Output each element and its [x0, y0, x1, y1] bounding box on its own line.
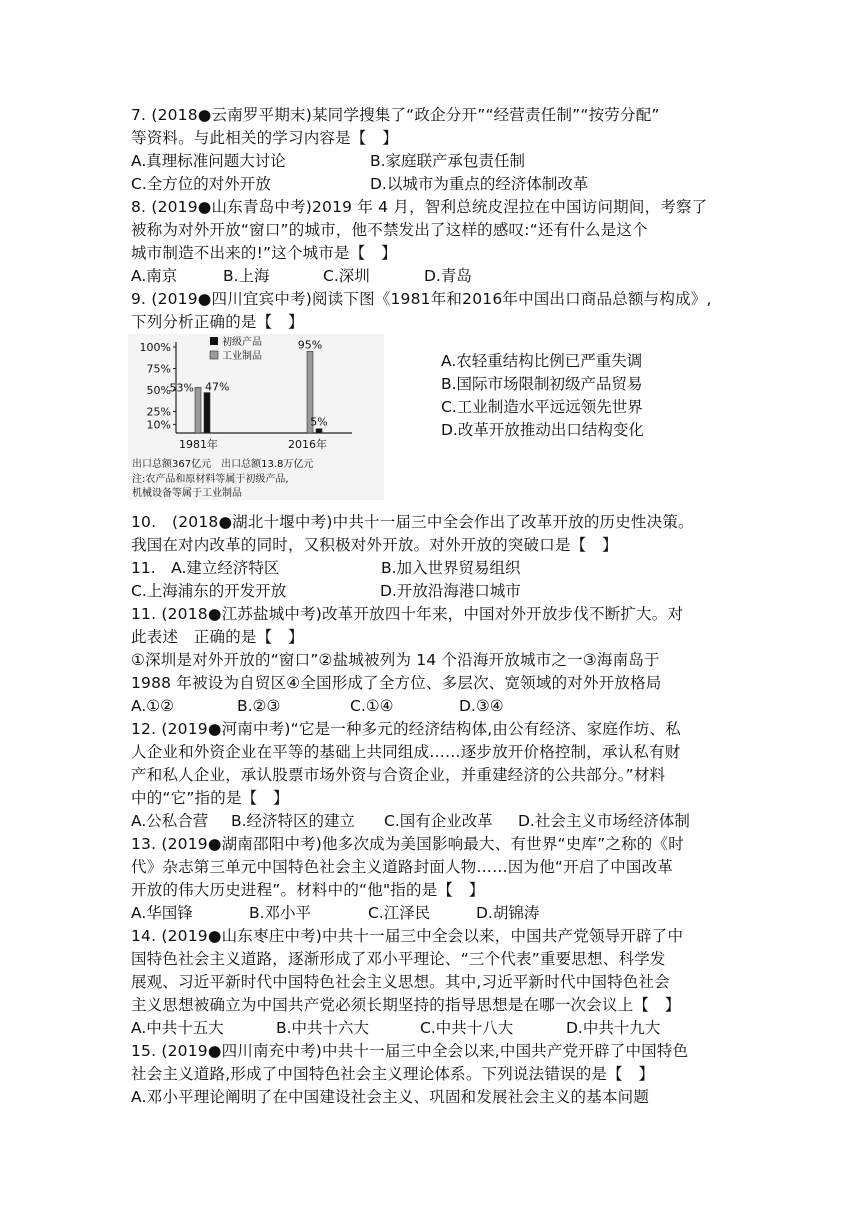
x-tick-label-2016: 2016年 [288, 438, 327, 451]
q13-stem-line3: 开放的伟大历史进程”。材料中的“他"指的是【 】 [131, 881, 485, 899]
q12-stem-line3: 产和私人企业，承认股票市场外资与合资企业，并重建经济的公共部分。”材料 [131, 766, 666, 784]
q13-stem-line1: 13. (2019●湖南邵阳中考)他多次成为美国影响最大、有世界“史库”之称的《时 [131, 835, 684, 853]
q14-stem-line3: 展观、习近平新时代中国特色社会主义思想。其中,习近平新时代中国特色社会 [131, 973, 670, 991]
q9-stem-line2: 下列分析正确的是【 】 [131, 313, 304, 331]
q14-option-d: D.中共十九大 [566, 1019, 661, 1037]
q10-stem-line1: 10. (2018●湖北十堰中考)中共十一届三中全会作出了改革开放的历史性决策。 [131, 513, 694, 531]
q12-option-b: B.经济特区的建立 [231, 812, 356, 830]
q15-option-a: A.邓小平理论阐明了在中国建设社会主义、巩固和发展社会主义的基本问题 [131, 1088, 650, 1106]
q11-stem-line2: 此表述 正确的是【 】 [131, 628, 304, 646]
q7-option-b: B.家庭联产承包责任制 [370, 152, 526, 170]
q10-option-c: C.上海浦东的开发开放 [131, 582, 287, 600]
q7-option-c: C.全方位的对外开放 [131, 175, 271, 193]
q11-option-a: A.①② [131, 697, 175, 715]
q15-stem-line2: 社会主义道路,形成了中国特色社会主义理论体系。下列说法错误的是【 】 [131, 1065, 655, 1083]
q11-stem-line4: 1988 年被设为自贸区④全国形成了全方位、多层次、宽领域的对外开放格局 [131, 674, 662, 692]
bar-primary-0 [204, 393, 210, 433]
x-tick-label-1981: 1981年 [179, 438, 218, 451]
q13-option-d: D.胡锦涛 [476, 904, 540, 922]
q12-option-d: D.社会主义市场经济体制 [518, 812, 690, 830]
chart-totals-note: 出口总额367亿元 出口总额13.8万亿元 [132, 459, 314, 470]
q8-option-c: C.深圳 [323, 267, 370, 285]
q9-option-c: C.工业制造水平远远领先世界 [441, 398, 643, 416]
q11-option-b: B.②③ [237, 697, 281, 715]
q12-stem-line4: 中的“它”指的是【 】 [131, 789, 289, 807]
q13-stem-line2: 代》杂志第三单元中国特色社会主义道路封面人物……因为他“开启了中国改革 [131, 858, 674, 876]
q9-stem-line1: 9. (2019●四川宜宾中考)阅读下图《1981年和2016年中国出口商品总额与构成》, [131, 290, 712, 308]
q14-stem-line2: 国特色社会主义道路，逐渐形成了邓小平理论、“三个代表”重要思想、科学发 [131, 950, 666, 968]
bar-value-label: 95% [297, 338, 323, 352]
q14-stem-line4: 主义思想被确立为中国共产党必须长期坚持的指导思想是在哪一次会议上【 】 [131, 996, 681, 1014]
q11-stem-line1: 11. (2018●江苏盐城中考)改革开放四十年来，中国对外开放步伐不断扩大。对 [131, 605, 684, 623]
q8-option-b: B.上海 [223, 267, 270, 285]
bar-primary-1 [316, 429, 322, 433]
q9-option-d: D.改革开放推动出口结构变化 [441, 421, 644, 439]
q10-option-a: 11. A.建立经济特区 [131, 559, 280, 577]
q14-option-a: A.中共十五大 [131, 1019, 224, 1037]
q9-option-a: A.农轻重结构比例已严重失调 [441, 352, 643, 370]
q12-option-c: C.国有企业改革 [384, 812, 493, 830]
export-bar-chart [128, 334, 384, 500]
q14-option-b: B.中共十六大 [276, 1019, 370, 1037]
q15-stem-line1: 15. (2019●四川南充中考)中共十一届三中全会以来,中国共产党开辟了中国特色 [131, 1042, 689, 1060]
y-tick-label: 25% [146, 405, 171, 419]
q12-stem-line1: 12. (2019●河南中考)“它是一种多元的经济结构体,由公有经济、家庭作坊、私 [131, 720, 681, 738]
q12-stem-line2: 人企业和外资企业在平等的基础上共同组成……逐步放开价格控制，承认私有财 [131, 743, 681, 761]
q10-option-b: B.加入世界贸易组织 [381, 559, 521, 577]
y-tick-label: 100% [139, 341, 171, 354]
q8-option-d: D.青岛 [424, 267, 472, 285]
q12-option-a: A.公私合营 [131, 812, 209, 830]
legend-label-primary: 初级产品 [222, 337, 262, 348]
bar-industrial-0 [195, 387, 201, 433]
q13-option-c: C.江泽民 [368, 904, 431, 922]
q7-option-d: D.以城市为重点的经济体制改革 [370, 175, 589, 193]
legend-label-industrial: 工业制品 [222, 351, 262, 362]
q8-stem-line3: 城市制造不出来的!”这个城市是【 】 [131, 244, 397, 262]
chart-footnote-line2: 机械设备等属于工业制品 [132, 488, 242, 499]
y-tick-label: 50% [146, 384, 171, 397]
bar-value-label: 47% [205, 380, 230, 394]
q11-option-d: D.③④ [459, 697, 504, 715]
y-tick-label: 10% [146, 418, 171, 432]
y-tick-label: 75% [146, 362, 171, 376]
q7-stem-line1: 7. (2018●云南罗平期末)某同学搜集了“政企分开”“经营责任制”“按劳分配” [131, 106, 660, 124]
export-bar-chart-svg [128, 334, 384, 500]
q11-stem-line3: ①深圳是对外开放的“窗口”②盐城被列为 14 个沿海开放城市之一③海南岛于 [131, 651, 660, 669]
legend-swatch-primary [210, 337, 218, 345]
q13-option-b: B.邓小平 [249, 904, 312, 922]
q14-stem-line1: 14. (2019●山东枣庄中考)中共十一届三中全会以来，中国共产党领导开辟了中 [131, 927, 684, 945]
q7-option-a: A.真理标准问题大讨论 [131, 152, 286, 170]
q9-option-b: B.国际市场限制初级产品贸易 [441, 375, 643, 393]
q8-stem-line1: 8. (2019●山东青岛中考)2019 年 4 月，智利总统皮涅拉在中国访问期间，考察了 [131, 198, 708, 216]
q11-option-c: C.①④ [350, 697, 394, 715]
bar-value-label: 53% [169, 381, 194, 395]
q8-option-a: A.南京 [131, 267, 178, 285]
q10-stem-line2: 我国在对内改革的同时，又积极对外开放。对外开放的突破口是【 】 [131, 536, 618, 554]
bar-value-label: 5% [310, 415, 328, 429]
q8-stem-line2: 被称为对外开放“窗口”的城市，他不禁发出了这样的感叹:“还有什么是这个 [131, 221, 648, 239]
legend-swatch-industrial [210, 351, 218, 359]
q7-stem-line2: 等资料。与此相关的学习内容是【 】 [131, 129, 398, 147]
chart-footnote-line1: 注:农产品和原材料等属于初级产品, [132, 474, 289, 485]
q14-option-c: C.中共十八大 [420, 1019, 514, 1037]
q10-option-d: D.开放沿海港口城市 [380, 582, 521, 600]
q13-option-a: A.华国锋 [131, 904, 193, 922]
